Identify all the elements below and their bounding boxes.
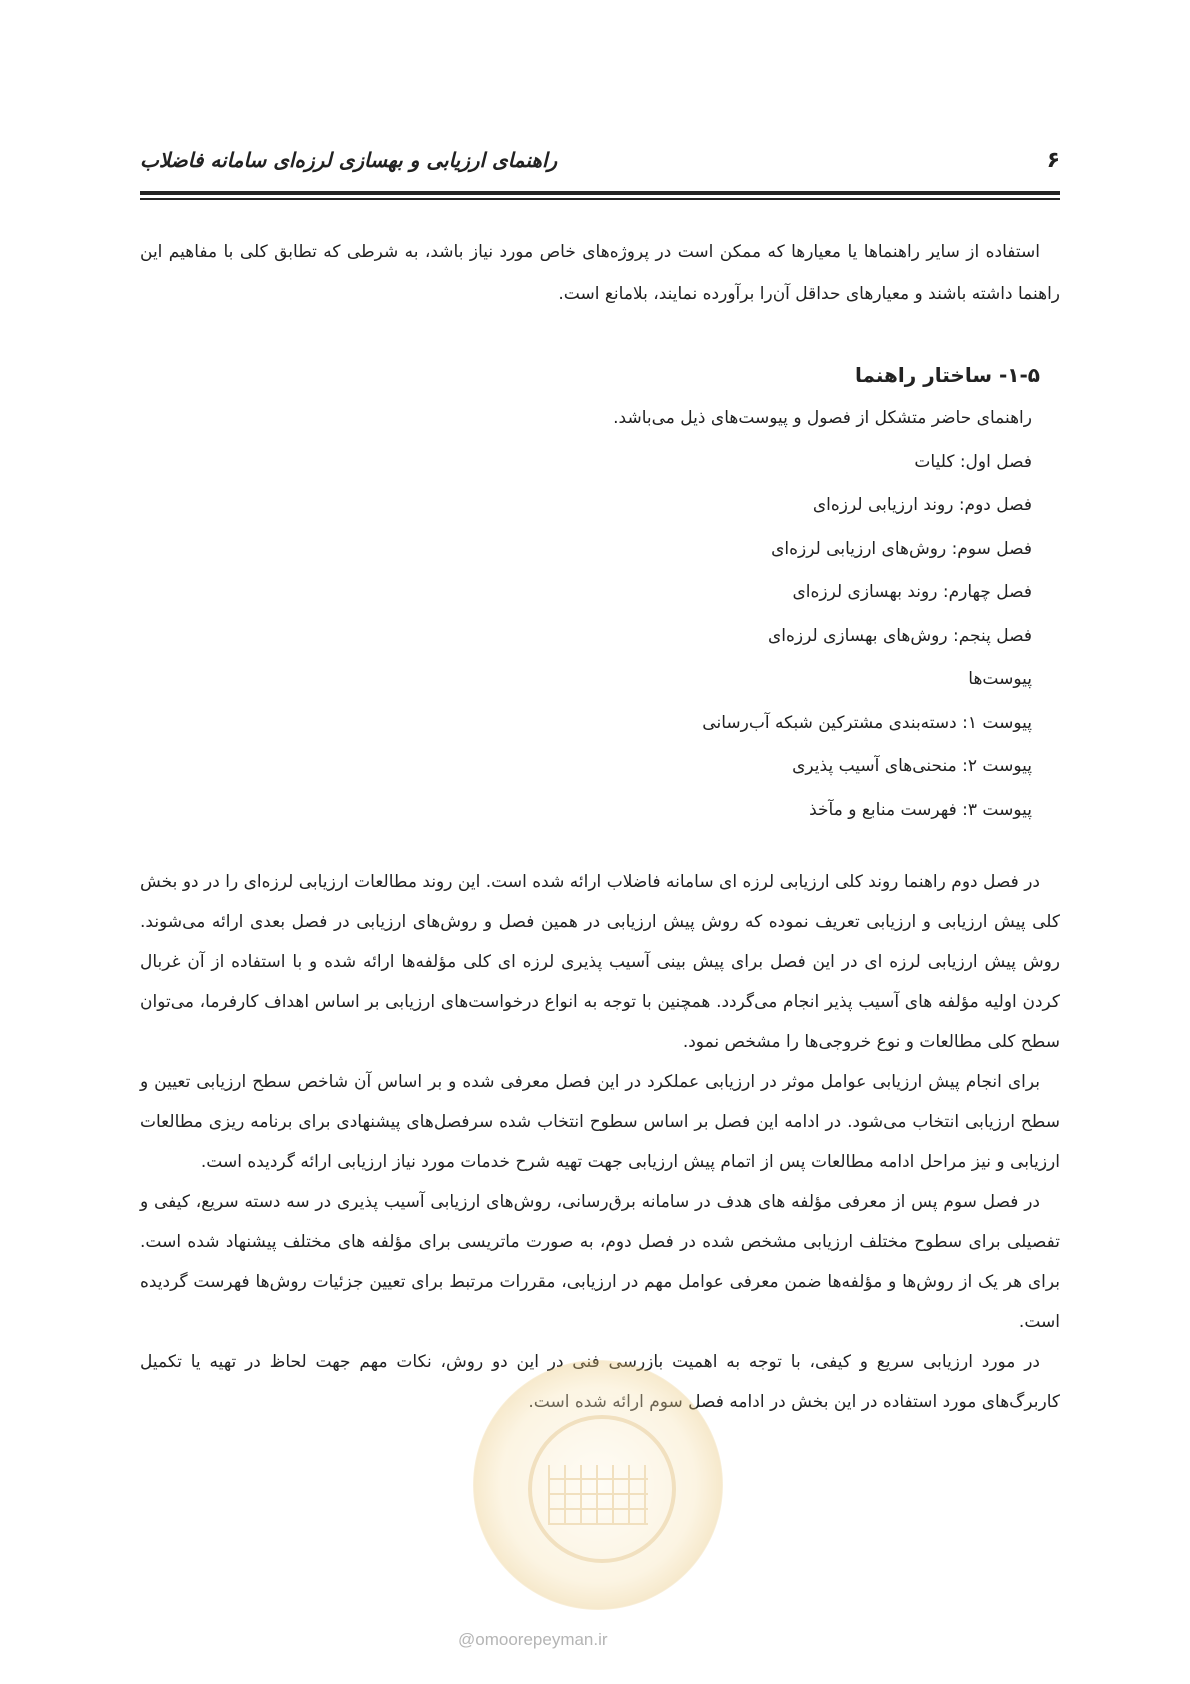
- section-heading: ۱-۵- ساختار راهنما: [854, 363, 1040, 387]
- paragraph-block: [140, 862, 1060, 1422]
- structure-list: [140, 441, 1060, 833]
- document-body: [140, 232, 1060, 1422]
- website-text: omoorepeyman.ir: [475, 1630, 608, 1649]
- footer-website: @omoorepeyman.ir: [458, 1630, 608, 1649]
- header-rule-thin: [140, 198, 1060, 200]
- page-number: ۶: [1046, 148, 1060, 173]
- header-rule-thick: [140, 191, 1060, 195]
- body-paragraph: برای انجام پیش ارزیابی عوامل موثر در ارزیابی عملکرد در این فصل معرفی شده و بر اساس آن شاخص سطح ارزیابی تعیین و سطح ارزیابی انتخاب می‌شود. در ادامه این فصل بر اساس سطوح انتخاب شده سرفصل‌های پیشنهادی برای برنامه ریزی مطالعات ارزیابی و نیز مراحل ادامه مطالعات پس از اتمام پیش ارزیابی جهت تهیه شرح خدمات مورد نیاز ارزیابی ارائه گردیده است.: [140, 1072, 1060, 1172]
- list-item: فصل سوم: روش‌های ارزیابی لرزه‌ای: [771, 538, 1032, 559]
- body-paragraph: در فصل دوم راهنما روند کلی ارزیابی لرزه ای سامانه فاضلاب ارائه شده است. این روند مطالعات ارزیابی لرزه‌ای را در دو بخش کلی پیش ارزیابی و ارزیابی تعریف نموده که روش پیش ارزیابی در همین فصل و روش‌های ارزیابی در فصل بعدی ارائه می‌شوند. روش پیش ارزیابی لرزه ای در این فصل برای پیش بینی آسیب پذیری لرزه ای کلی مؤلفه‌ها ارائه شده و با استفاده از آن غربال کردن اولیه مؤلفه های آسیب پذیر انجام می‌گردد. همچنین با توجه به انواع درخواست‌های ارزیابی بر اساس اهداف کارفرما، می‌توان سطح کلی مطالعات و نوع خروجی‌ها را مشخص نمود.: [140, 872, 1060, 1052]
- list-item: فصل دوم: روند ارزیابی لرزه‌ای: [812, 495, 1032, 515]
- running-title: راهنمای ارزیابی و بهسازی لرزه‌ای سامانه فاضلاب: [140, 148, 558, 172]
- list-item: فصل پنجم: روش‌های بهسازی لرزه‌ای: [768, 625, 1032, 646]
- list-item: پیوست‌ها: [968, 669, 1032, 689]
- watermark-seal-icon: [473, 1360, 723, 1610]
- seal-grid-icon: [548, 1465, 648, 1525]
- list-item: پیوست ۲: منحنی‌های آسیب پذیری: [792, 756, 1032, 776]
- list-item: پیوست ۱: دسته‌بندی مشترکین شبکه آب‌رسانی: [702, 712, 1032, 733]
- page-header: [140, 140, 1060, 180]
- list-item: پیوست ۳: فهرست منابع و مآخذ: [809, 799, 1032, 820]
- intro-paragraph: استفاده از سایر راهنماها یا معیارها که ممکن است در پروژه‌های خاص مورد نیاز باشد، به شرطی که تطابق کلی با مفاهیم این راهنما داشته باشند و معیارهای حداقل آن‌را برآورده نمایند، بلامانع است.: [140, 242, 1060, 304]
- body-paragraph: در مورد ارزیابی سریع و کیفی، با توجه به اهمیت بازرسی فنی در این دو روش، نکات مهم جهت لحاظ در تهیه یا تکمیل کاربرگ‌های مورد استفاده در این بخش در ادامه فصل سوم ارائه شده است.: [140, 1352, 1060, 1412]
- body-paragraph: در فصل سوم پس از معرفی مؤلفه های هدف در سامانه برق‌رسانی، روش‌های ارزیابی آسیب پذیری در سه دسته سریع، کیفی و تفصیلی برای سطوح مختلف ارزیابی مشخص شده در فصل دوم، به صورت ماتریسی برای مؤلفه های مختلف پیشنهاد شده است. برای هر یک از روش‌ها و مؤلفه‌ها ضمن معرفی عوامل مهم در ارزیابی، مقررات مرتبط برای تعیین جزئیات روش‌ها فهرست گردیده است.: [140, 1192, 1060, 1332]
- list-item: فصل چهارم: روند بهسازی لرزه‌ای: [792, 582, 1032, 602]
- section-lead: راهنمای حاضر متشکل از فصول و پیوست‌های ذیل می‌باشد.: [613, 408, 1032, 428]
- list-item: فصل اول: کلیات: [914, 451, 1032, 472]
